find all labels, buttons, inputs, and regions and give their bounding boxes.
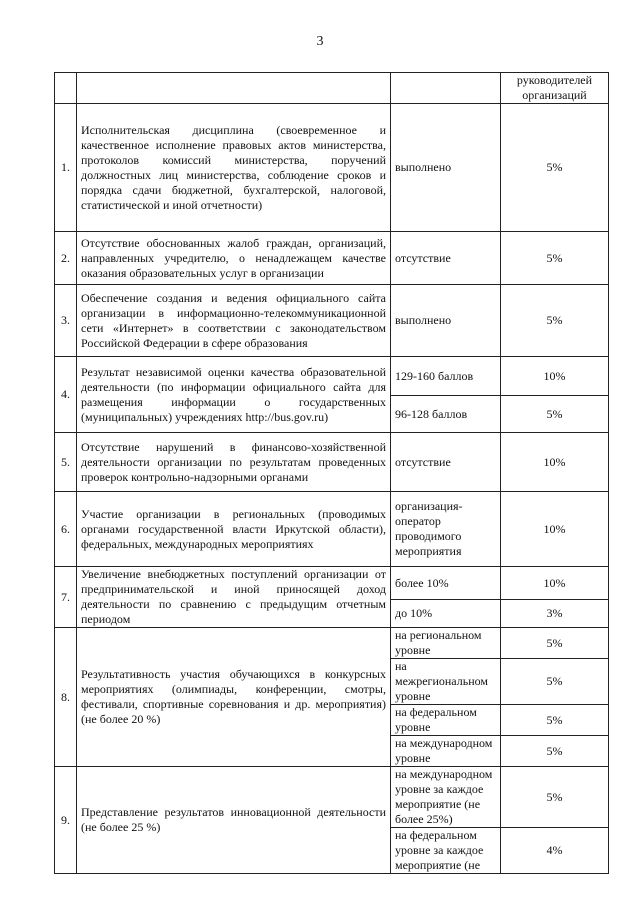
header-cell-weight: руководителей организаций bbox=[501, 73, 609, 104]
weight-percent: 10% bbox=[501, 492, 609, 567]
table-row bbox=[55, 628, 609, 659]
criterion-value: на международном уровне bbox=[391, 736, 501, 767]
weight-percent: 5% bbox=[501, 705, 609, 736]
criterion-value: на федеральном уровне bbox=[391, 705, 501, 736]
criterion-description: Представление результатов инновационной деятельности (не более 25 %) bbox=[77, 767, 391, 874]
criterion-value: 129-160 баллов bbox=[391, 357, 501, 396]
criterion-value: на международном уровне за каждое мероприятие (не более 25%) bbox=[391, 767, 501, 828]
weight-percent: 5% bbox=[501, 659, 609, 705]
weight-percent: 10% bbox=[501, 567, 609, 600]
criterion-description: Отсутствие нарушений в финансово-хозяйственной деятельности организации по результатам проведенных проверок контрольно-надзорными органами bbox=[77, 433, 391, 492]
criterion-description: Обеспечение создания и ведения официального сайта организации в информационно-телекоммуникационной сети «Интернет» в соответствии с законодательством Российской Федерации в сфере образования bbox=[77, 285, 391, 357]
criterion-description: Исполнительская дисциплина (своевременное и качественное исполнение правовых актов министерства, протоколов комиссий министерства, поручений должностных лиц министерства, соблюдение сроков и порядка сдачи бюджетной, бухгалтерской, налоговой, статистической и иной отчетности) bbox=[77, 104, 391, 232]
row-number: 8. bbox=[55, 628, 77, 767]
row-number: 1. bbox=[55, 104, 77, 232]
row-number: 3. bbox=[55, 285, 77, 357]
table-row bbox=[55, 433, 609, 492]
table-row bbox=[55, 492, 609, 567]
criterion-value: организация-оператор проводимого мероприятия bbox=[391, 492, 501, 567]
header-cell-desc bbox=[77, 73, 391, 104]
criterion-description: Участие организации в региональных (проводимых органами государственной власти Иркутской области), федеральных, международных мероприятиях bbox=[77, 492, 391, 567]
weight-percent: 5% bbox=[501, 767, 609, 828]
weight-percent: 5% bbox=[501, 285, 609, 357]
table-row bbox=[55, 232, 609, 285]
criterion-value: отсутствие bbox=[391, 232, 501, 285]
criterion-description: Результативность участия обучающихся в конкурсных мероприятиях (олимпиады, конференции, смотры, фестивали, спортивные соревнования и др. мероприятия) (не более 20 %) bbox=[77, 628, 391, 767]
row-number: 9. bbox=[55, 767, 77, 874]
table-row bbox=[55, 285, 609, 357]
criterion-value: на региональном уровне bbox=[391, 628, 501, 659]
table-row bbox=[55, 567, 609, 600]
header-cell-value bbox=[391, 73, 501, 104]
criterion-value: более 10% bbox=[391, 567, 501, 600]
row-number: 6. bbox=[55, 492, 77, 567]
criterion-value: на межрегиональном уровне bbox=[391, 659, 501, 705]
row-number: 5. bbox=[55, 433, 77, 492]
weight-percent: 5% bbox=[501, 736, 609, 767]
weight-percent: 5% bbox=[501, 396, 609, 433]
page-number: 3 bbox=[316, 34, 324, 49]
weight-percent: 4% bbox=[501, 828, 609, 874]
weight-percent: 5% bbox=[501, 628, 609, 659]
weight-percent: 10% bbox=[501, 433, 609, 492]
header-row bbox=[55, 73, 609, 104]
row-number: 4. bbox=[55, 357, 77, 433]
weight-percent: 10% bbox=[501, 357, 609, 396]
row-number: 7. bbox=[55, 567, 77, 628]
criterion-value: выполнено bbox=[391, 285, 501, 357]
criterion-value: на федеральном уровне за каждое мероприятие (не bbox=[391, 828, 501, 874]
header-cell-num bbox=[55, 73, 77, 104]
criteria-table bbox=[54, 72, 609, 874]
criterion-description: Результат независимой оценки качества образовательной деятельности (по информации официального сайта для размещения информации о государственных (муниципальных) учреждениях http://bus.gov.ru) bbox=[77, 357, 391, 433]
criterion-description: Отсутствие обоснованных жалоб граждан, организаций, направленных учредителю, о ненадлежащем качестве оказания образовательных услуг в организации bbox=[77, 232, 391, 285]
table-row bbox=[55, 104, 609, 232]
table-row bbox=[55, 357, 609, 396]
criterion-value: отсутствие bbox=[391, 433, 501, 492]
weight-percent: 5% bbox=[501, 232, 609, 285]
weight-percent: 5% bbox=[501, 104, 609, 232]
criterion-value: выполнено bbox=[391, 104, 501, 232]
criterion-description: Увеличение внебюджетных поступлений организации от предпринимательской и иной приносящей доход деятельности по сравнению с предыдущим отчетным периодом bbox=[77, 567, 391, 628]
criterion-value: 96-128 баллов bbox=[391, 396, 501, 433]
weight-percent: 3% bbox=[501, 600, 609, 628]
table-row bbox=[55, 767, 609, 828]
row-number: 2. bbox=[55, 232, 77, 285]
criterion-value: до 10% bbox=[391, 600, 501, 628]
